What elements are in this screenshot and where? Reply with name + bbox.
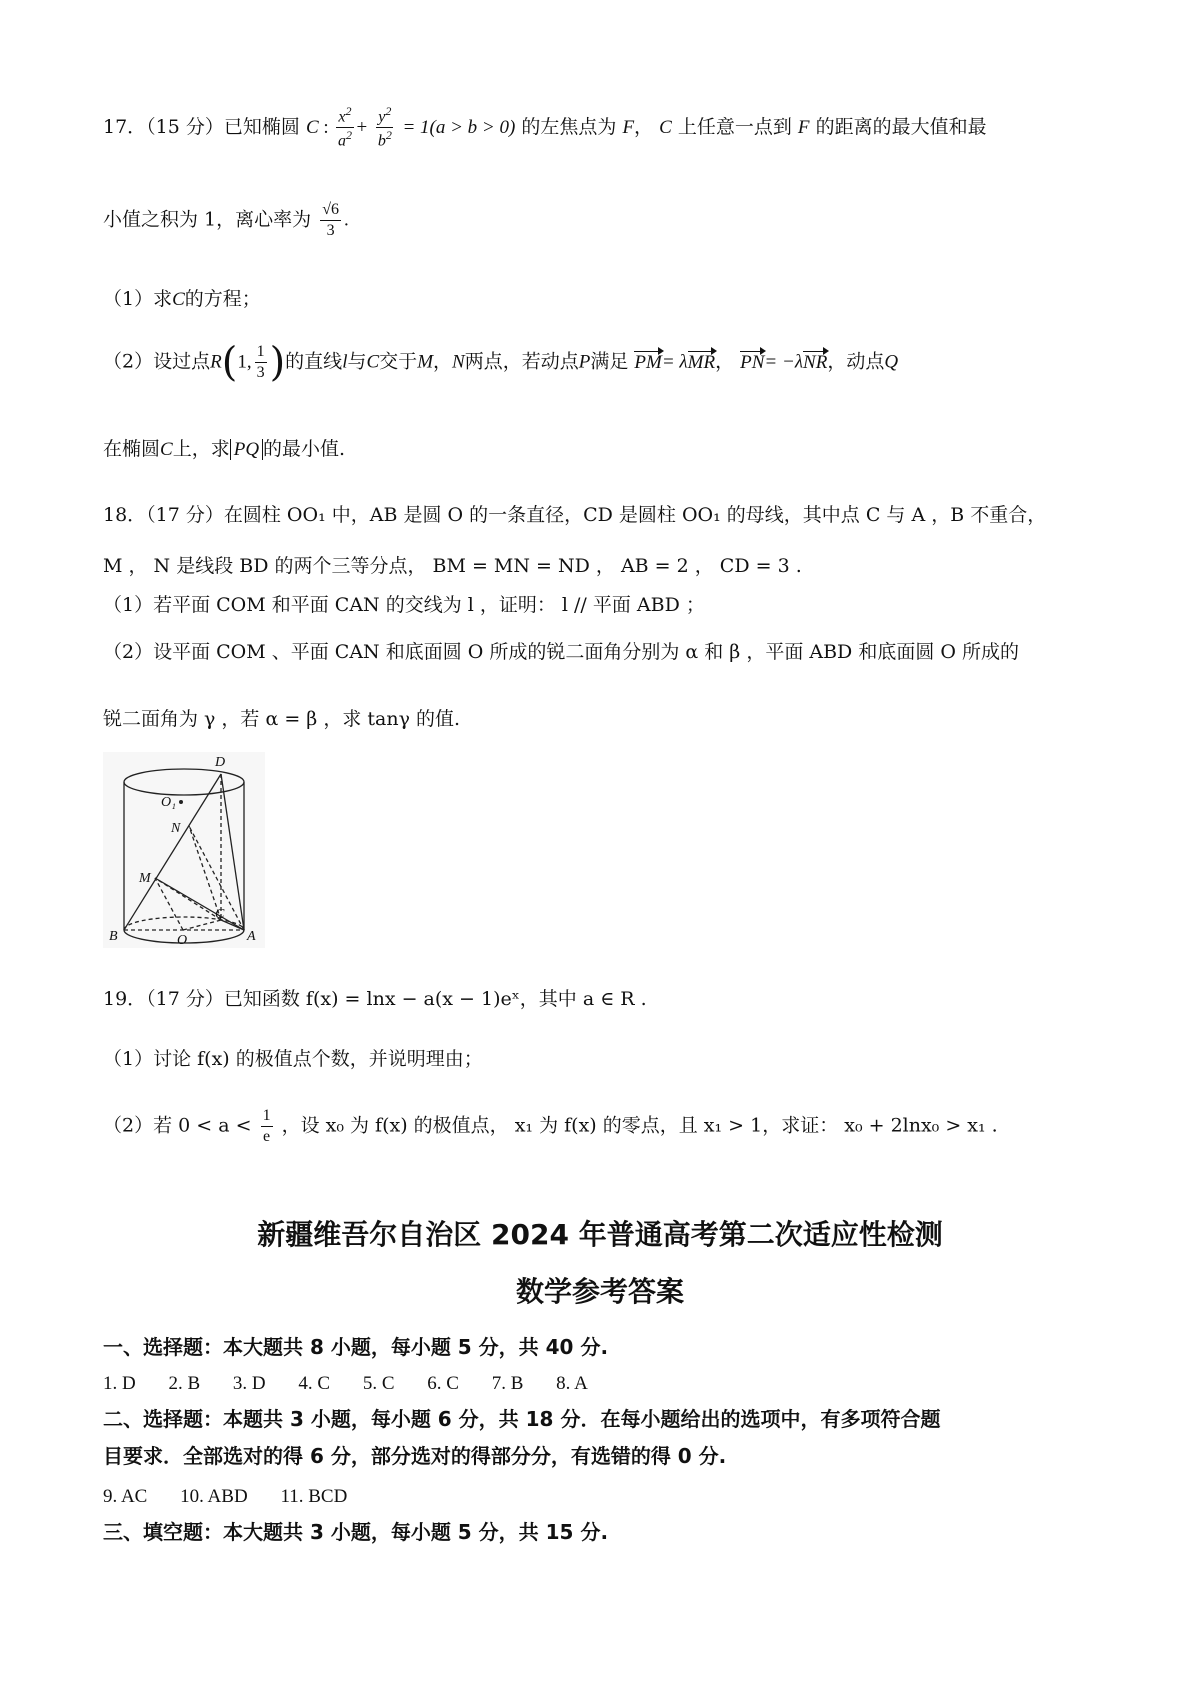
q17-line5-b: 上，求	[172, 438, 230, 460]
q17-part2-C: C	[366, 351, 380, 373]
q17-line2-text: 小值之积为 1，离心率为	[103, 208, 312, 231]
q17-fraction-y: $\frac{y^2}{b^2}$	[377, 104, 392, 150]
q18-part-2: （2）设平面 COM 、平面 CAN 和底面圆 O 所成的锐二面角分别为 α 和 β ，平面 ABD 和底面圆 O 所成的	[103, 641, 1019, 663]
q17-text3: 上任意一点到	[677, 115, 792, 138]
answer-3: 3. D	[232, 1373, 266, 1394]
q17-eq2: = −λ	[764, 351, 804, 373]
answer-9: 9. AC	[103, 1486, 148, 1507]
q18-line-2: M ， N 是线段 BD 的两个三等分点， BM = MN = ND ， AB = 2 ， CD = 3 .	[103, 555, 802, 577]
q17-part2-text-d: 交于	[379, 350, 418, 373]
q17-eccentricity: $\frac{√6}{3}$	[322, 201, 339, 239]
answer-title: 新疆维吾尔自治区 2024 年普通高考第二次适应性检测	[257, 1218, 943, 1251]
section-2-header-line-1: 二、选择题：本题共 3 小题，每小题 6 分，共 18 分．在每小题给出的选项中，有多项符合题	[103, 1407, 941, 1431]
q17-part-2: （2）设过点R(1, $\frac{1}{3}$ )的直线l与C交于M，N两点，若动点P满足 PM= λMR， PN= −λNR，动点Q	[103, 339, 899, 386]
q17-R-x: 1,	[237, 351, 252, 373]
q17-M: M	[417, 351, 434, 373]
answer-2: 2. B	[168, 1373, 201, 1394]
q17-text: 的左焦点为	[521, 115, 617, 138]
section-1-header: 一、选择题：本大题共 8 小题，每小题 5 分，共 40 分.	[103, 1335, 609, 1359]
q17-text4: 的距离的最大值和最	[815, 115, 987, 138]
answer-6: 6. C	[427, 1373, 459, 1394]
figure-label-D: D	[215, 755, 226, 770]
q18-line-5: 锐二面角为 γ ，若 α = β ，求 tanγ 的值.	[103, 708, 461, 730]
q17-Q: Q	[884, 351, 899, 373]
q17-part2-text-h: ，动点	[827, 350, 885, 373]
q17-vector-MR: MR	[687, 351, 716, 373]
answer-8: 8. A	[556, 1373, 588, 1394]
q19-part2-a: （2）若 0 < a <	[103, 1114, 252, 1137]
q17-F: F	[622, 116, 635, 138]
q17-eq1: = λ	[661, 351, 688, 373]
q17-C: C	[659, 116, 672, 138]
q17-line5-C: C	[160, 439, 173, 460]
q17-vector-PM: PM	[634, 351, 662, 373]
answer-7: 7. B	[491, 1373, 524, 1394]
answer-11: 11. BCD	[280, 1486, 348, 1507]
figure-label-N: N	[171, 821, 181, 836]
q17-comma: ，	[634, 115, 654, 138]
answer-subtitle: 数学参考答案	[515, 1275, 684, 1308]
section-3-header: 三、填空题：本大题共 3 小题，每小题 5 分，共 15 分.	[103, 1520, 609, 1544]
answer-1: 1. D	[103, 1373, 136, 1394]
figure-label-A: A	[247, 929, 256, 944]
q17-P: P	[578, 351, 591, 373]
q17-line-1: 17．（15 分）已知椭圆 C : $\frac{x^2}{a^2}$ + $\frac{y^2}{b^2}$ = 1(a > b > 0) 的左焦点为 F， C 上任意一点到 F 的距离的最大值和最	[103, 104, 987, 150]
figure-label-C: C	[215, 907, 225, 922]
q17-fraction-x: $\frac{x^2}{a^2}$	[337, 104, 352, 150]
q17-eq-rhs: = 1(a > b > 0)	[402, 116, 516, 138]
q17-part2-text-f: 两点，若动点	[464, 350, 579, 373]
q18-line-1: 18．（17 分）在圆柱 OO₁ 中，AB 是圆 O 的一条直径，CD 是圆柱 OO₁ 的母线，其中点 C 与 A ，B 不重合，	[103, 504, 1047, 526]
q17-R: R	[210, 351, 222, 373]
q17-part-1	[103, 290, 261, 309]
figure-label-B: B	[109, 929, 118, 944]
q17-R-y: $\frac{1}{3}$	[256, 343, 265, 381]
answer-5: 5. C	[362, 1373, 395, 1394]
q17-prefix: 17．（15 分）已知椭圆	[103, 115, 300, 138]
figure-label-O: O	[177, 933, 188, 948]
q17-part2-text-c: 与	[347, 350, 367, 373]
q17-line5-a: 在椭圆	[103, 438, 161, 460]
q19-line-1: 19．（17 分）已知函数 f(x) = lnx − a(x − 1)eˣ，其中 a ∈ R .	[103, 988, 647, 1010]
q17-part1-C: C	[172, 289, 185, 310]
q17-vector-NR: NR	[803, 351, 828, 373]
q17-ellipse-name: C	[305, 116, 319, 138]
multi-answers	[103, 1486, 375, 1508]
mc-answers	[103, 1373, 616, 1395]
q17-part2-text-g: 满足	[590, 350, 629, 373]
section-2-header-line-2: 目要求．全部选对的得 6 分，部分选对的得部分分，有选错的得 0 分.	[103, 1444, 727, 1468]
answer-10: 10. ABD	[180, 1486, 248, 1507]
q17-l: l	[342, 351, 348, 373]
q17-line-5	[103, 440, 345, 459]
cylinder-figure	[103, 752, 265, 948]
q18-part-1: （1）若平面 COM 和平面 CAN 的交线为 l ，证明： l // 平面 ABD ；	[103, 594, 705, 616]
q19-part-2	[103, 1106, 998, 1147]
q17-part2-comma: ，	[433, 350, 453, 373]
q17-vector-PN: PN	[740, 351, 765, 373]
q17-part1-label: （1）求	[103, 288, 173, 310]
q19-part-1: （1）讨论 f(x) 的极值点个数，并说明理由；	[103, 1048, 483, 1070]
q17-part2-text-b: 的直线	[285, 350, 343, 373]
q17-line-2: 小值之积为 1，离心率为 $\frac{√6}{3}$ .	[103, 201, 349, 239]
figure-label-M: M	[139, 871, 151, 886]
answer-4: 4. C	[298, 1373, 331, 1394]
q17-F2: F	[797, 116, 810, 138]
figure-label-O1: O₁	[161, 795, 176, 810]
q19-fraction-1-over-e: $\frac{1}{e}$	[262, 1107, 271, 1145]
q19-part2-b: ，设 x₀ 为 f(x) 的极值点， x₁ 为 f(x) 的零点，且 x₁ > 1，求证： x₀ + 2lnx₀ > x₁ .	[281, 1114, 998, 1137]
q17-N: N	[452, 351, 465, 373]
q17-line5-c: 的最小值.	[263, 438, 346, 460]
q17-abs-PQ: PQ	[230, 439, 263, 460]
q17-part2-label: （2）设过点	[103, 350, 211, 373]
q17-part1-text: 的方程；	[184, 288, 261, 310]
